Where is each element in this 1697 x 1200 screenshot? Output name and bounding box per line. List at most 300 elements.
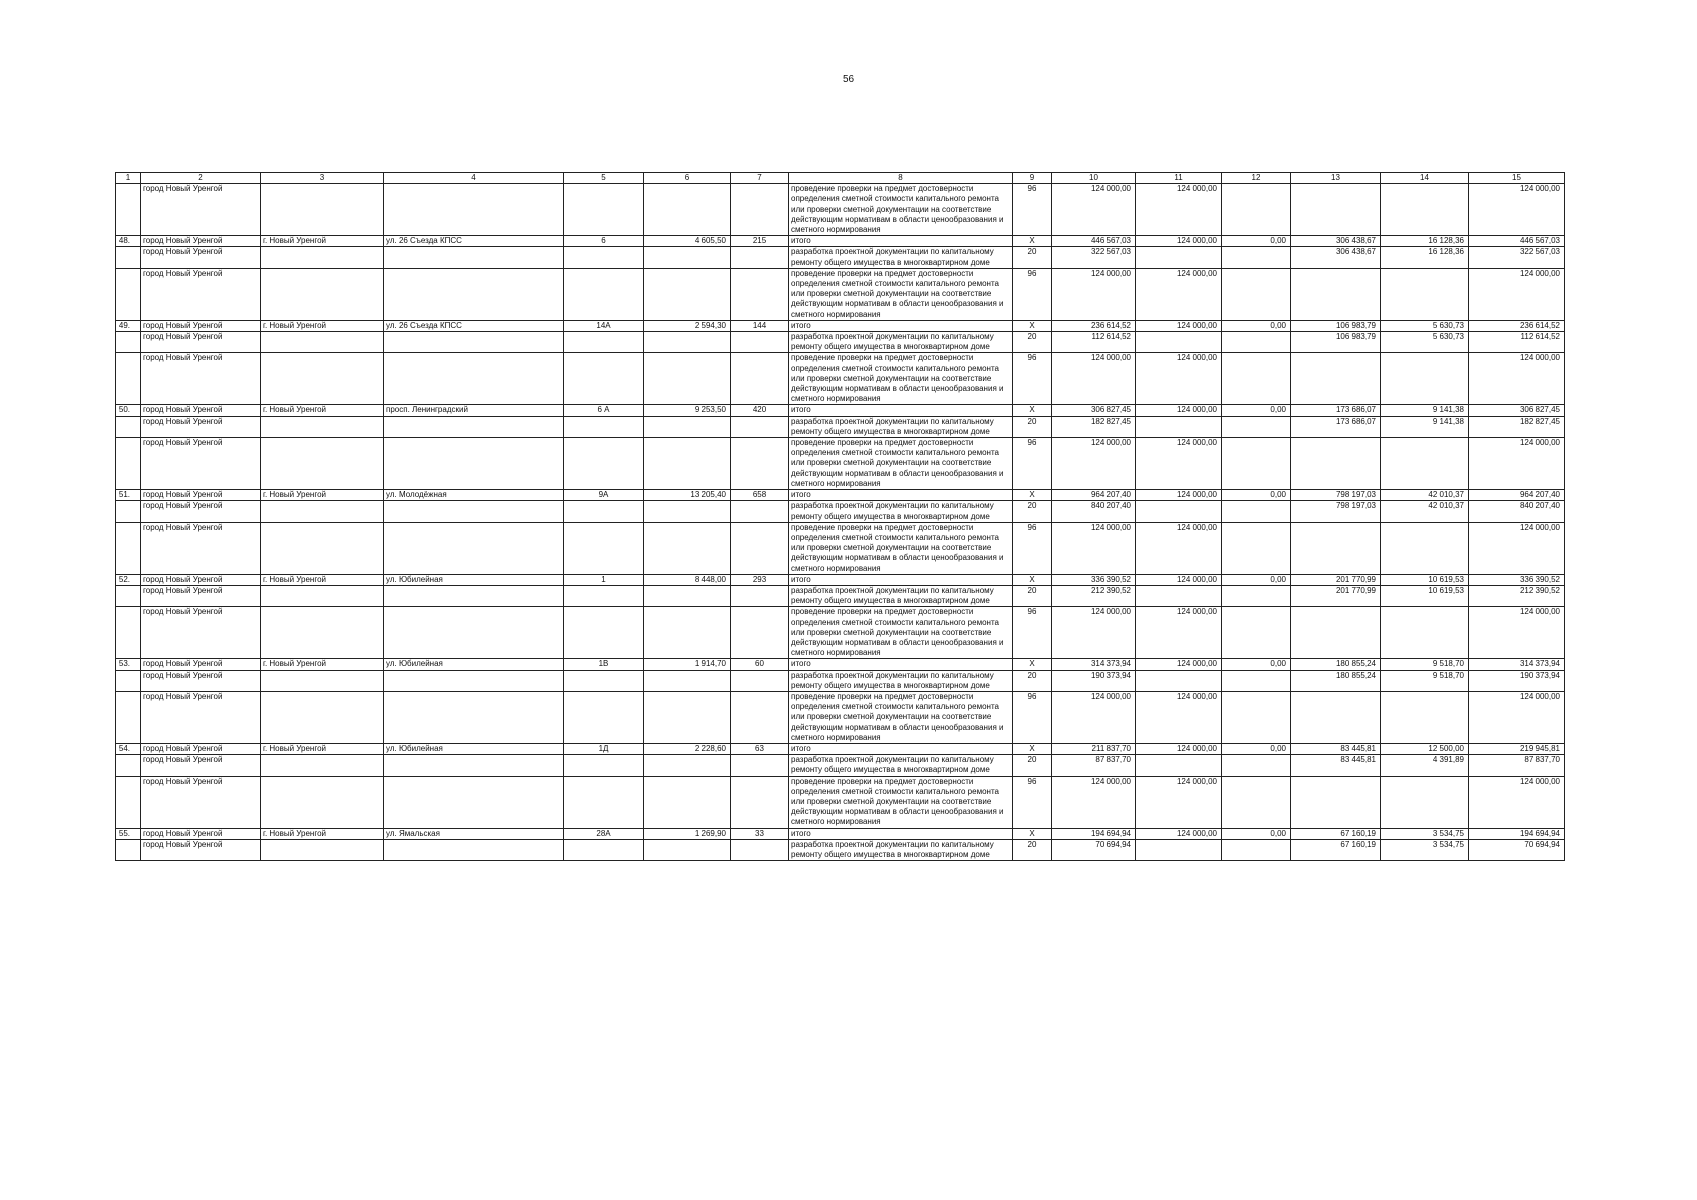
work-item-row (116, 522, 1565, 574)
area-cell (644, 332, 731, 353)
total-cost-cell: 194 694,94 (1052, 828, 1136, 839)
cost-col13-cell: 798 197,03 (1291, 490, 1381, 501)
cost-col11-cell: 124 000,00 (1136, 353, 1222, 405)
total-cost-cell: 70 694,94 (1052, 839, 1136, 860)
cost-col14-cell: 10 619,53 (1381, 585, 1469, 606)
row-number (116, 438, 141, 490)
house-number-cell (564, 839, 644, 860)
municipality-cell: город Новый Уренгой (141, 490, 261, 501)
cost-col15-cell: 87 837,70 (1469, 755, 1565, 776)
work-code-cell: 96 (1013, 691, 1052, 743)
work-description-cell: итого (789, 659, 1013, 670)
column-number: 15 (1469, 173, 1565, 184)
row-number: 53. (116, 659, 141, 670)
house-number-cell (564, 416, 644, 437)
work-item-row (116, 247, 1565, 268)
cost-col12-cell (1222, 416, 1291, 437)
cost-col15-cell: 70 694,94 (1469, 839, 1565, 860)
cost-col15-cell: 314 373,94 (1469, 659, 1565, 670)
municipality-cell: город Новый Уренгой (141, 659, 261, 670)
street-cell (384, 353, 564, 405)
cost-col13-cell (1291, 522, 1381, 574)
area-cell (644, 755, 731, 776)
street-cell: ул. Юбилейная (384, 659, 564, 670)
work-description-cell: разработка проектной документации по капитальному ремонту общего имущества в многоквартирном доме (789, 332, 1013, 353)
column-number: 5 (564, 173, 644, 184)
row-number (116, 585, 141, 606)
area-cell: 8 448,00 (644, 574, 731, 585)
total-cost-cell: 964 207,40 (1052, 490, 1136, 501)
locality-cell: г. Новый Уренгой (261, 405, 384, 416)
cost-col15-cell: 124 000,00 (1469, 438, 1565, 490)
house-number-cell (564, 184, 644, 236)
area-cell (644, 522, 731, 574)
cost-col13-cell: 67 160,19 (1291, 828, 1381, 839)
locality-cell (261, 353, 384, 405)
cost-col14-cell (1381, 353, 1469, 405)
street-cell (384, 691, 564, 743)
house-number-cell: 9А (564, 490, 644, 501)
work-description-cell: разработка проектной документации по капитальному ремонту общего имущества в многоквартирном доме (789, 416, 1013, 437)
work-description-cell: разработка проектной документации по капитальному ремонту общего имущества в многоквартирном доме (789, 839, 1013, 860)
locality-cell: г. Новый Уренгой (261, 320, 384, 331)
work-code-cell: X (1013, 405, 1052, 416)
cost-col12-cell (1222, 501, 1291, 522)
residents-cell: 33 (731, 828, 789, 839)
area-cell (644, 839, 731, 860)
cost-col15-cell: 212 390,52 (1469, 585, 1565, 606)
work-description-cell: итого (789, 320, 1013, 331)
work-code-cell: X (1013, 490, 1052, 501)
municipality-cell: город Новый Уренгой (141, 184, 261, 236)
residents-cell: 63 (731, 743, 789, 754)
row-number (116, 184, 141, 236)
cost-col12-cell: 0,00 (1222, 828, 1291, 839)
residents-cell (731, 247, 789, 268)
cost-col13-cell: 798 197,03 (1291, 501, 1381, 522)
cost-col14-cell: 5 630,73 (1381, 332, 1469, 353)
total-cost-cell: 211 837,70 (1052, 743, 1136, 754)
work-code-cell: 20 (1013, 670, 1052, 691)
cost-col11-cell: 124 000,00 (1136, 490, 1222, 501)
work-code-cell: X (1013, 828, 1052, 839)
locality-cell (261, 776, 384, 828)
locality-cell: г. Новый Уренгой (261, 236, 384, 247)
total-cost-cell: 190 373,94 (1052, 670, 1136, 691)
cost-col15-cell: 236 614,52 (1469, 320, 1565, 331)
cost-col11-cell (1136, 332, 1222, 353)
row-number (116, 416, 141, 437)
total-cost-cell: 322 567,03 (1052, 247, 1136, 268)
area-cell (644, 353, 731, 405)
residents-cell (731, 607, 789, 659)
cost-col13-cell: 173 686,07 (1291, 416, 1381, 437)
locality-cell (261, 501, 384, 522)
street-cell: просп. Ленинградский (384, 405, 564, 416)
cost-col13-cell (1291, 268, 1381, 320)
cost-col12-cell (1222, 332, 1291, 353)
cost-col15-cell: 124 000,00 (1469, 268, 1565, 320)
cost-col13-cell: 83 445,81 (1291, 755, 1381, 776)
locality-cell (261, 247, 384, 268)
row-number (116, 332, 141, 353)
work-code-cell: 96 (1013, 184, 1052, 236)
work-code-cell: 96 (1013, 607, 1052, 659)
cost-col15-cell: 336 390,52 (1469, 574, 1565, 585)
cost-col11-cell: 124 000,00 (1136, 659, 1222, 670)
street-cell (384, 501, 564, 522)
cost-col14-cell: 4 391,89 (1381, 755, 1469, 776)
column-number: 3 (261, 173, 384, 184)
municipality-cell: город Новый Уренгой (141, 743, 261, 754)
row-number (116, 755, 141, 776)
total-cost-cell: 124 000,00 (1052, 522, 1136, 574)
work-code-cell: 96 (1013, 522, 1052, 574)
area-cell (644, 438, 731, 490)
total-cost-cell: 182 827,45 (1052, 416, 1136, 437)
area-cell: 2 594,30 (644, 320, 731, 331)
total-cost-cell: 212 390,52 (1052, 585, 1136, 606)
house-number-cell (564, 607, 644, 659)
street-cell: ул. Ямальская (384, 828, 564, 839)
cost-col13-cell: 67 160,19 (1291, 839, 1381, 860)
cost-col13-cell: 106 983,79 (1291, 320, 1381, 331)
municipality-cell: город Новый Уренгой (141, 268, 261, 320)
cost-col13-cell: 201 770,99 (1291, 574, 1381, 585)
residents-cell (731, 353, 789, 405)
total-cost-cell: 124 000,00 (1052, 607, 1136, 659)
cost-col12-cell (1222, 522, 1291, 574)
house-number-cell (564, 501, 644, 522)
work-description-cell: проведение проверки на предмет достоверности определения сметной стоимости капитального ремонта или проверки сметной документации на соответствие действующим нормативам в области ценообразования и сметного нормирования (789, 268, 1013, 320)
cost-col13-cell: 106 983,79 (1291, 332, 1381, 353)
house-number-cell (564, 670, 644, 691)
cost-col15-cell: 219 945,81 (1469, 743, 1565, 754)
residents-cell (731, 691, 789, 743)
work-item-row (116, 670, 1565, 691)
cost-col15-cell: 306 827,45 (1469, 405, 1565, 416)
cost-col14-cell: 3 534,75 (1381, 839, 1469, 860)
residents-cell (731, 522, 789, 574)
cost-col11-cell: 124 000,00 (1136, 268, 1222, 320)
municipality-cell: город Новый Уренгой (141, 438, 261, 490)
total-cost-cell: 840 207,40 (1052, 501, 1136, 522)
cost-col12-cell: 0,00 (1222, 743, 1291, 754)
municipality-cell: город Новый Уренгой (141, 585, 261, 606)
work-code-cell: 20 (1013, 839, 1052, 860)
cost-col12-cell: 0,00 (1222, 574, 1291, 585)
column-number: 12 (1222, 173, 1291, 184)
house-total-row (116, 320, 1565, 331)
street-cell (384, 839, 564, 860)
locality-cell: г. Новый Уренгой (261, 659, 384, 670)
cost-col13-cell (1291, 607, 1381, 659)
municipality-cell: город Новый Уренгой (141, 776, 261, 828)
column-number: 13 (1291, 173, 1381, 184)
work-description-cell: проведение проверки на предмет достоверности определения сметной стоимости капитального ремонта или проверки сметной документации на соответствие действующим нормативам в области ценообразования и сметного нормирования (789, 607, 1013, 659)
work-code-cell: X (1013, 743, 1052, 754)
column-number: 9 (1013, 173, 1052, 184)
area-cell (644, 776, 731, 828)
house-number-cell (564, 585, 644, 606)
street-cell: ул. Юбилейная (384, 743, 564, 754)
work-description-cell: разработка проектной документации по капитальному ремонту общего имущества в многоквартирном доме (789, 670, 1013, 691)
locality-cell (261, 184, 384, 236)
cost-col11-cell (1136, 670, 1222, 691)
area-cell (644, 670, 731, 691)
work-code-cell: 20 (1013, 755, 1052, 776)
house-total-row (116, 743, 1565, 754)
residents-cell (731, 184, 789, 236)
area-cell: 13 205,40 (644, 490, 731, 501)
column-number: 10 (1052, 173, 1136, 184)
residents-cell: 60 (731, 659, 789, 670)
house-number-cell (564, 755, 644, 776)
locality-cell: г. Новый Уренгой (261, 574, 384, 585)
cost-col13-cell (1291, 776, 1381, 828)
work-item-row (116, 416, 1565, 437)
cost-col12-cell (1222, 755, 1291, 776)
work-code-cell: 20 (1013, 501, 1052, 522)
municipality-cell: город Новый Уренгой (141, 691, 261, 743)
street-cell (384, 670, 564, 691)
residents-cell (731, 268, 789, 320)
residents-cell (731, 776, 789, 828)
residents-cell (731, 670, 789, 691)
house-number-cell: 14А (564, 320, 644, 331)
work-item-row (116, 585, 1565, 606)
cost-col15-cell: 190 373,94 (1469, 670, 1565, 691)
cost-col14-cell (1381, 438, 1469, 490)
row-number (116, 268, 141, 320)
work-code-cell: 96 (1013, 268, 1052, 320)
work-description-cell: проведение проверки на предмет достоверности определения сметной стоимости капитального ремонта или проверки сметной документации на соответствие действующим нормативам в области ценообразования и сметного нормирования (789, 691, 1013, 743)
cost-col14-cell: 42 010,37 (1381, 490, 1469, 501)
municipality-cell: город Новый Уренгой (141, 670, 261, 691)
cost-col14-cell: 5 630,73 (1381, 320, 1469, 331)
column-number: 11 (1136, 173, 1222, 184)
cost-col14-cell (1381, 184, 1469, 236)
column-number: 7 (731, 173, 789, 184)
cost-col11-cell: 124 000,00 (1136, 184, 1222, 236)
street-cell: ул. Молодёжная (384, 490, 564, 501)
residents-cell (731, 839, 789, 860)
street-cell (384, 585, 564, 606)
row-number: 54. (116, 743, 141, 754)
cost-col13-cell (1291, 691, 1381, 743)
cost-col12-cell (1222, 839, 1291, 860)
cost-col15-cell: 446 567,03 (1469, 236, 1565, 247)
cost-col14-cell: 9 141,38 (1381, 416, 1469, 437)
locality-cell: г. Новый Уренгой (261, 490, 384, 501)
column-number: 1 (116, 173, 141, 184)
residents-cell (731, 501, 789, 522)
row-number: 51. (116, 490, 141, 501)
cost-col15-cell: 182 827,45 (1469, 416, 1565, 437)
work-item-row (116, 776, 1565, 828)
locality-cell (261, 268, 384, 320)
residents-cell: 144 (731, 320, 789, 331)
total-cost-cell: 124 000,00 (1052, 268, 1136, 320)
column-number: 8 (789, 173, 1013, 184)
cost-col11-cell (1136, 247, 1222, 268)
house-number-cell (564, 522, 644, 574)
cost-col13-cell: 180 855,24 (1291, 659, 1381, 670)
cost-col14-cell: 16 128,36 (1381, 247, 1469, 268)
residents-cell: 293 (731, 574, 789, 585)
work-code-cell: 96 (1013, 353, 1052, 405)
cost-col12-cell (1222, 585, 1291, 606)
area-cell: 2 228,60 (644, 743, 731, 754)
area-cell (644, 247, 731, 268)
cost-col12-cell: 0,00 (1222, 490, 1291, 501)
row-number (116, 607, 141, 659)
area-cell (644, 691, 731, 743)
cost-col12-cell (1222, 670, 1291, 691)
total-cost-cell: 87 837,70 (1052, 755, 1136, 776)
municipality-cell: город Новый Уренгой (141, 501, 261, 522)
cost-col14-cell: 42 010,37 (1381, 501, 1469, 522)
total-cost-cell: 236 614,52 (1052, 320, 1136, 331)
cost-col13-cell (1291, 184, 1381, 236)
locality-cell (261, 839, 384, 860)
cost-col11-cell: 124 000,00 (1136, 320, 1222, 331)
street-cell (384, 268, 564, 320)
work-description-cell: проведение проверки на предмет достоверности определения сметной стоимости капитального ремонта или проверки сметной документации на соответствие действующим нормативам в области ценообразования и сметного нормирования (789, 184, 1013, 236)
total-cost-cell: 124 000,00 (1052, 691, 1136, 743)
street-cell (384, 522, 564, 574)
street-cell (384, 247, 564, 268)
work-code-cell: X (1013, 320, 1052, 331)
work-description-cell: разработка проектной документации по капитальному ремонту общего имущества в многоквартирном доме (789, 585, 1013, 606)
house-number-cell (564, 438, 644, 490)
column-number: 4 (384, 173, 564, 184)
work-item-row (116, 691, 1565, 743)
cost-col14-cell: 9 518,70 (1381, 659, 1469, 670)
cost-col11-cell: 124 000,00 (1136, 691, 1222, 743)
work-code-cell: 96 (1013, 438, 1052, 490)
street-cell (384, 438, 564, 490)
cost-col12-cell (1222, 776, 1291, 828)
cost-col15-cell: 840 207,40 (1469, 501, 1565, 522)
municipality-cell: город Новый Уренгой (141, 574, 261, 585)
work-item-row (116, 353, 1565, 405)
row-number (116, 353, 141, 405)
page-number: 56 (842, 74, 855, 85)
residents-cell (731, 438, 789, 490)
house-number-cell (564, 776, 644, 828)
cost-col11-cell: 124 000,00 (1136, 405, 1222, 416)
area-cell (644, 501, 731, 522)
house-total-row (116, 828, 1565, 839)
residents-cell (731, 332, 789, 353)
row-number: 52. (116, 574, 141, 585)
municipality-cell: город Новый Уренгой (141, 353, 261, 405)
column-number: 2 (141, 173, 261, 184)
cost-col13-cell: 201 770,99 (1291, 585, 1381, 606)
row-number (116, 776, 141, 828)
area-cell: 1 269,90 (644, 828, 731, 839)
work-code-cell: 20 (1013, 247, 1052, 268)
total-cost-cell: 124 000,00 (1052, 184, 1136, 236)
house-total-row (116, 574, 1565, 585)
work-code-cell: X (1013, 659, 1052, 670)
cost-col11-cell: 124 000,00 (1136, 743, 1222, 754)
row-number (116, 839, 141, 860)
work-description-cell: итого (789, 405, 1013, 416)
cost-col15-cell: 112 614,52 (1469, 332, 1565, 353)
work-item-row (116, 332, 1565, 353)
cost-col13-cell: 173 686,07 (1291, 405, 1381, 416)
row-number: 50. (116, 405, 141, 416)
cost-col11-cell: 124 000,00 (1136, 607, 1222, 659)
row-number (116, 691, 141, 743)
cost-col14-cell: 10 619,53 (1381, 574, 1469, 585)
house-number-cell (564, 353, 644, 405)
work-item-row (116, 607, 1565, 659)
work-item-row (116, 755, 1565, 776)
work-description-cell: разработка проектной документации по капитальному ремонту общего имущества в многоквартирном доме (789, 755, 1013, 776)
street-cell (384, 332, 564, 353)
cost-col11-cell (1136, 755, 1222, 776)
house-number-cell: 6 А (564, 405, 644, 416)
cost-col12-cell (1222, 438, 1291, 490)
row-number (116, 670, 141, 691)
house-number-cell: 1 (564, 574, 644, 585)
locality-cell (261, 691, 384, 743)
work-code-cell: 96 (1013, 776, 1052, 828)
cost-col11-cell (1136, 585, 1222, 606)
area-cell (644, 416, 731, 437)
locality-cell: г. Новый Уренгой (261, 743, 384, 754)
total-cost-cell: 336 390,52 (1052, 574, 1136, 585)
work-item-row (116, 438, 1565, 490)
street-cell: ул. Юбилейная (384, 574, 564, 585)
house-number-cell (564, 332, 644, 353)
locality-cell (261, 332, 384, 353)
cost-col11-cell: 124 000,00 (1136, 574, 1222, 585)
cost-col14-cell: 16 128,36 (1381, 236, 1469, 247)
cost-col11-cell: 124 000,00 (1136, 522, 1222, 574)
cost-col14-cell: 12 500,00 (1381, 743, 1469, 754)
area-cell (644, 184, 731, 236)
work-code-cell: X (1013, 236, 1052, 247)
cost-col14-cell: 9 141,38 (1381, 405, 1469, 416)
street-cell (384, 184, 564, 236)
cost-col12-cell (1222, 691, 1291, 743)
cost-col14-cell: 9 518,70 (1381, 670, 1469, 691)
work-code-cell: 20 (1013, 332, 1052, 353)
house-total-row (116, 490, 1565, 501)
work-description-cell: проведение проверки на предмет достоверности определения сметной стоимости капитального ремонта или проверки сметной документации на соответствие действующим нормативам в области ценообразования и сметного нормирования (789, 522, 1013, 574)
area-cell (644, 268, 731, 320)
cost-col11-cell (1136, 839, 1222, 860)
cost-col14-cell (1381, 776, 1469, 828)
street-cell: ул. 26 Съезда КПСС (384, 236, 564, 247)
cost-col11-cell: 124 000,00 (1136, 776, 1222, 828)
municipality-cell: город Новый Уренгой (141, 320, 261, 331)
area-cell: 9 253,50 (644, 405, 731, 416)
house-number-cell: 1В (564, 659, 644, 670)
work-item-row (116, 839, 1565, 860)
area-cell: 1 914,70 (644, 659, 731, 670)
municipality-cell: город Новый Уренгой (141, 839, 261, 860)
street-cell (384, 776, 564, 828)
cost-col14-cell: 3 534,75 (1381, 828, 1469, 839)
cost-col15-cell: 124 000,00 (1469, 691, 1565, 743)
column-number-row (116, 173, 1565, 184)
total-cost-cell: 124 000,00 (1052, 438, 1136, 490)
